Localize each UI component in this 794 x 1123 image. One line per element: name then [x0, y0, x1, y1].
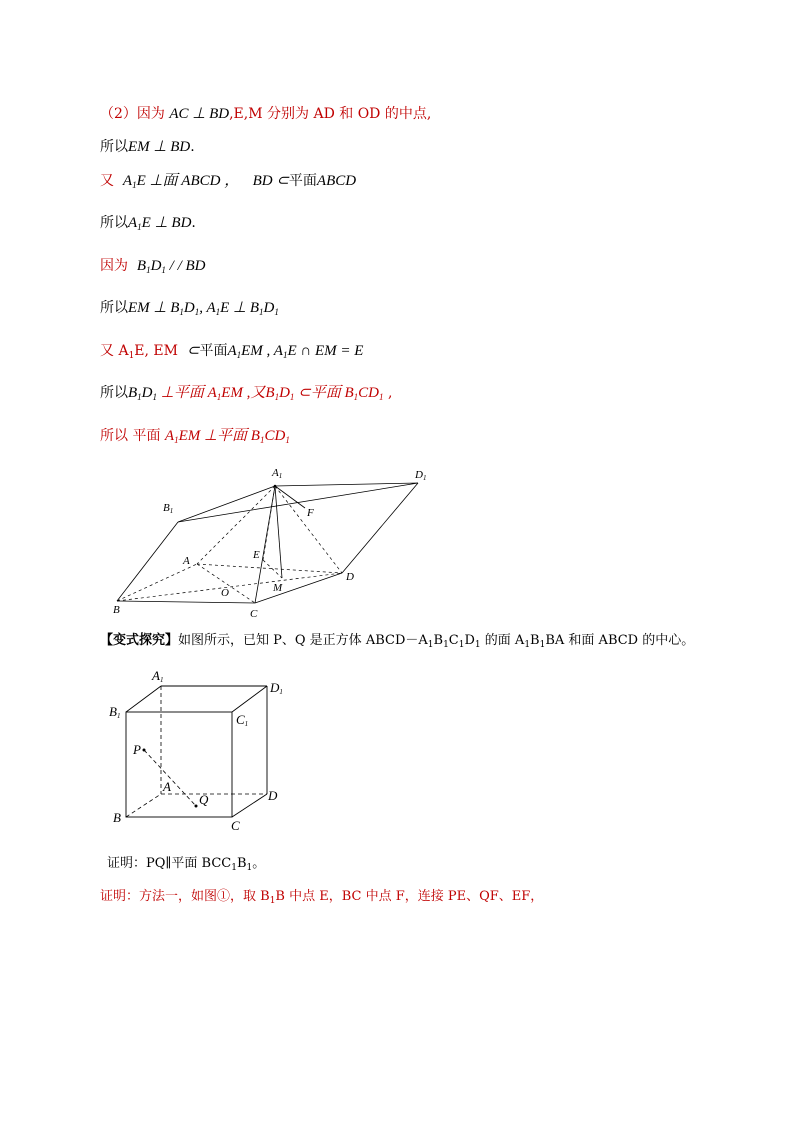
math: ⊂	[186, 343, 200, 359]
text-sub: 1	[269, 896, 276, 906]
math-sub: 1	[259, 435, 265, 445]
text-line-3	[100, 171, 356, 195]
text: 所以	[100, 300, 128, 316]
text: E, EM	[134, 343, 178, 359]
text-sub: 1	[231, 863, 237, 873]
hidden-edge	[117, 573, 342, 601]
math: ABCD	[316, 173, 357, 189]
label-E: E	[253, 549, 260, 561]
hidden-edge	[197, 564, 342, 573]
math: B	[136, 258, 147, 274]
math: EM ⊥ BD	[128, 139, 191, 155]
label-C: C	[250, 608, 258, 620]
label-D1: D1	[415, 469, 427, 482]
edge	[255, 573, 342, 603]
label-B1: B1	[109, 704, 121, 720]
hidden-edge	[117, 564, 197, 601]
math-sub: 1	[289, 392, 295, 402]
text: C	[448, 633, 459, 648]
text-line-8	[100, 383, 392, 407]
variant-title: 【变式探究】	[100, 633, 179, 648]
math-sub: 1	[174, 435, 179, 445]
text-sub: 1	[246, 863, 253, 873]
math: , A	[199, 300, 216, 316]
label-A1: A1	[152, 668, 164, 684]
text: 又	[100, 173, 114, 189]
math: B	[128, 385, 138, 401]
math: EM ,又B	[221, 385, 275, 401]
math-sub: 1	[285, 435, 290, 445]
text: B	[236, 856, 247, 871]
text: 平面	[199, 343, 228, 359]
math-sub: 1	[194, 307, 200, 317]
text-line-6	[100, 298, 279, 322]
math-sub: 1	[215, 307, 221, 317]
math: D	[263, 300, 275, 316]
figure-2-cube-diagram	[100, 665, 300, 840]
math-sub: 1	[353, 392, 359, 402]
text: B	[433, 633, 444, 648]
text-line-7	[100, 341, 363, 366]
edge	[232, 794, 267, 817]
math: EM ⊥平面 B	[178, 428, 260, 444]
figure-1-prism-diagram	[100, 460, 450, 620]
edge	[255, 486, 275, 603]
math: ⊥平面 A	[157, 385, 217, 401]
segment-PQ	[144, 750, 196, 806]
math: AC ⊥ BD	[169, 106, 230, 122]
edge	[117, 522, 178, 601]
text: 平面	[288, 173, 317, 189]
math-sub: 1	[274, 392, 280, 402]
text-sub: 1	[458, 640, 465, 650]
text: 所以 平面	[100, 428, 165, 444]
math-sub: 1	[137, 392, 142, 402]
label-M: M	[273, 582, 283, 594]
text: B	[530, 633, 540, 648]
math: BD ⊂	[252, 173, 289, 189]
text: 。	[252, 856, 266, 871]
label-D: D	[346, 571, 354, 583]
text: B 中点 E，BC 中点 F，连接 PE、QF、EF，	[275, 889, 544, 904]
math: E ⊥面 ABCD ，	[136, 173, 240, 189]
text-line-1	[100, 104, 431, 124]
label-A: A	[163, 779, 171, 794]
text: （2）因为	[100, 106, 165, 122]
text-sub: 1	[474, 640, 481, 650]
front-face	[126, 712, 232, 817]
text-line-9	[100, 426, 290, 450]
math: E ∩ EM = E	[287, 343, 364, 359]
math: / / BD	[165, 258, 206, 274]
text: D	[464, 633, 475, 648]
math: CD	[264, 428, 286, 444]
text: .	[190, 139, 195, 155]
text: 所以	[100, 385, 128, 401]
text-line-4	[100, 213, 196, 237]
point-P	[143, 749, 146, 752]
label-B: B	[113, 604, 120, 616]
edge	[126, 686, 161, 712]
edge	[275, 486, 305, 508]
math: ⊂平面 B	[294, 385, 354, 401]
text: 所以	[100, 215, 128, 231]
label-A1: A1	[272, 467, 283, 480]
math-sub: 1	[152, 392, 158, 402]
hidden-edge	[263, 560, 282, 578]
text-sub: 1	[128, 351, 135, 361]
math-sub: 1	[132, 180, 137, 190]
text: 如图所示，已知 P、Q 是正方体 ABCD－A	[178, 633, 428, 648]
math: CD	[358, 385, 379, 401]
math: A	[128, 215, 138, 231]
text: .	[191, 215, 196, 231]
math: A	[164, 428, 175, 444]
label-O: O	[221, 587, 229, 599]
math-sub: 1	[161, 265, 166, 275]
math: A	[122, 173, 133, 189]
label-C1: C1	[236, 712, 249, 728]
text: 所以	[100, 139, 128, 155]
math-sub: 1	[137, 222, 142, 232]
math-sub: 1	[216, 392, 222, 402]
text: ,	[383, 385, 393, 401]
math: D	[183, 300, 195, 316]
label-P: P	[133, 742, 141, 757]
text: ,E,M 分别为 AD 和 OD 的中点,	[229, 106, 432, 122]
math: EM , A	[241, 343, 283, 359]
math: D	[279, 385, 290, 401]
math-sub: 1	[282, 350, 288, 360]
vertex-dot	[274, 485, 277, 488]
edge	[178, 486, 275, 522]
text: 的面 A	[480, 633, 525, 648]
math-sub: 1	[146, 265, 151, 275]
math: EM ⊥ B	[128, 300, 180, 316]
math: E ⊥ BD	[141, 215, 192, 231]
math-sub: 1	[379, 392, 384, 402]
text-sub: 1	[524, 640, 531, 650]
edge	[232, 686, 267, 712]
math-sub: 1	[274, 307, 279, 317]
label-D: D	[268, 788, 278, 803]
text: BA 和面 ABCD 的中心。	[545, 633, 695, 648]
label-C: C	[231, 818, 240, 833]
text-line-2	[100, 137, 195, 157]
edge	[275, 483, 418, 486]
variant-line	[100, 631, 694, 655]
label-D1: D1	[270, 680, 283, 696]
math: D	[150, 258, 162, 274]
label-A: A	[183, 555, 190, 567]
text: 证明：PQ∥平面 BCC	[107, 856, 232, 871]
edge	[117, 601, 255, 603]
edge	[275, 486, 282, 578]
text-line-5	[100, 256, 206, 280]
proof-line	[100, 887, 543, 911]
label-B1: B1	[163, 502, 174, 515]
text: 因为	[100, 258, 128, 274]
text-sub: 1	[427, 640, 434, 650]
hidden-edge	[275, 486, 342, 573]
point-Q	[195, 805, 198, 808]
label-B: B	[113, 810, 121, 825]
text-sub: 1	[443, 640, 449, 650]
hidden-edge	[126, 794, 161, 817]
math-sub: 1	[259, 307, 264, 317]
edge	[342, 483, 418, 573]
math: E ⊥ B	[220, 300, 260, 316]
label-Q: Q	[199, 792, 209, 807]
text: 又 A	[100, 343, 129, 359]
text-sub: 1	[539, 640, 546, 650]
math-sub: 1	[236, 350, 242, 360]
prove-statement	[107, 854, 265, 878]
math: A	[227, 343, 237, 359]
math: D	[141, 385, 153, 401]
math-sub: 1	[179, 307, 184, 317]
text: 证明：方法一，如图①，取 B	[100, 889, 270, 904]
label-F: F	[307, 507, 314, 519]
